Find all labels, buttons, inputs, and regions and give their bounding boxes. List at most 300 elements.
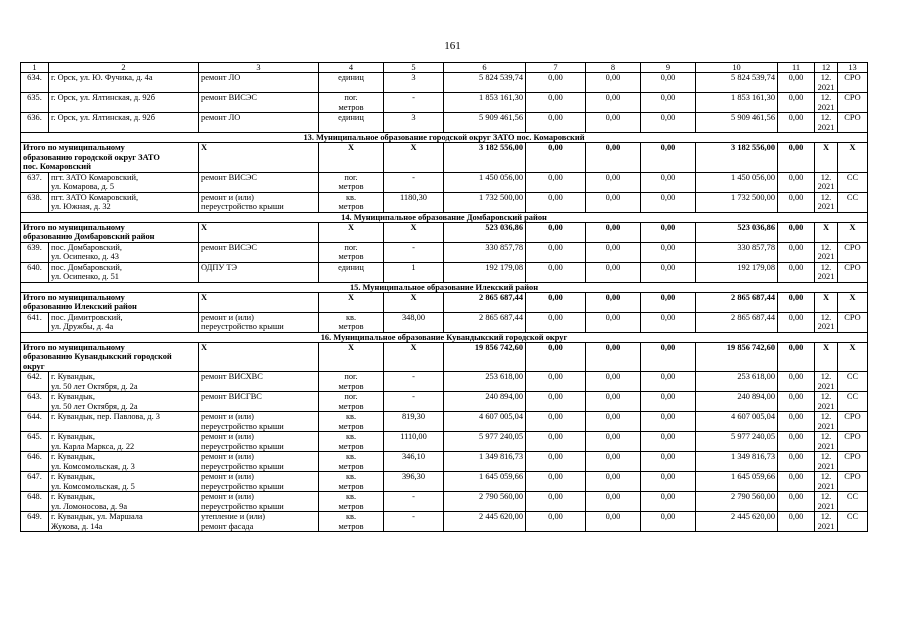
table-cell: 0,00: [586, 472, 641, 492]
table-cell: 0,00: [526, 262, 586, 282]
subtotal-cell: X: [319, 292, 384, 312]
table-cell: 12. 2021: [815, 412, 838, 432]
table-cell: 12. 2021: [815, 392, 838, 412]
table-cell: 0,00: [641, 312, 696, 332]
table-cell: 645.: [21, 432, 49, 452]
table-cell: г. Кувандык, ул. Маршала Жукова, д. 14а: [49, 512, 199, 532]
subtotal-cell: X: [384, 143, 444, 173]
table-row: [21, 492, 868, 512]
table-cell: 5 824 539,74: [444, 73, 526, 93]
repair-program-table: [20, 62, 868, 532]
table-cell: 0,00: [586, 452, 641, 472]
column-header: 10: [696, 63, 778, 73]
table-cell: 635.: [21, 93, 49, 113]
table-cell: 1110,00: [384, 432, 444, 452]
table-cell: 1 645 059,66: [444, 472, 526, 492]
table-cell: 0,00: [526, 452, 586, 472]
table-cell: 0,00: [778, 492, 815, 512]
table-cell: 0,00: [526, 492, 586, 512]
table-cell: 348,00: [384, 312, 444, 332]
table-cell: г. Орск, ул. Ялтинская, д. 92б: [49, 113, 199, 133]
table-row: [21, 312, 868, 332]
table-cell: 0,00: [778, 242, 815, 262]
table-cell: 0,00: [641, 262, 696, 282]
table-cell: 0,00: [586, 172, 641, 192]
table-cell: 0,00: [641, 452, 696, 472]
table-cell: 644.: [21, 412, 49, 432]
subtotal-cell: 19 856 742,60: [696, 342, 778, 372]
column-header: 5: [384, 63, 444, 73]
table-cell: 0,00: [526, 192, 586, 212]
table-cell: 1 349 816,73: [444, 452, 526, 472]
table-cell: 0,00: [526, 472, 586, 492]
section-header-row: [21, 282, 868, 292]
table-cell: 0,00: [586, 372, 641, 392]
column-header: 2: [49, 63, 199, 73]
table-cell: 2 790 560,00: [696, 492, 778, 512]
table-cell: 0,00: [586, 93, 641, 113]
column-header: 9: [641, 63, 696, 73]
table-cell: 1 732 500,00: [444, 192, 526, 212]
table-cell: 641.: [21, 312, 49, 332]
table-cell: 0,00: [586, 113, 641, 133]
section-header-row: [21, 332, 868, 342]
table-cell: г. Кувандык, пер. Павлова, д. 3: [49, 412, 199, 432]
page-number: 161: [444, 40, 461, 52]
subtotal-cell: X: [384, 292, 444, 312]
table-cell: СРО: [838, 312, 868, 332]
table-cell: 647.: [21, 472, 49, 492]
table-cell: единиц: [319, 113, 384, 133]
table-cell: 1: [384, 262, 444, 282]
table-cell: кв. метров: [319, 512, 384, 532]
table-cell: 2 445 620,00: [444, 512, 526, 532]
table-cell: пог. метров: [319, 392, 384, 412]
table-cell: пос. Домбаровский, ул. Осипенко, д. 43: [49, 242, 199, 262]
column-header-row: [21, 63, 868, 73]
table-cell: 346,10: [384, 452, 444, 472]
table-cell: 0,00: [778, 452, 815, 472]
table-cell: 3: [384, 113, 444, 133]
table-cell: СРО: [838, 262, 868, 282]
subtotal-cell: X: [838, 143, 868, 173]
table-cell: 0,00: [586, 312, 641, 332]
column-header: 11: [778, 63, 815, 73]
table-cell: 0,00: [586, 492, 641, 512]
table-cell: пог. метров: [319, 372, 384, 392]
table-cell: 0,00: [641, 242, 696, 262]
table-cell: ремонт и (или) переустройство крыши: [199, 312, 319, 332]
table-row: [21, 472, 868, 492]
table-cell: 1 450 056,00: [696, 172, 778, 192]
subtotal-cell: X: [199, 292, 319, 312]
table-cell: 12. 2021: [815, 512, 838, 532]
table-cell: 0,00: [526, 113, 586, 133]
table-cell: 0,00: [526, 372, 586, 392]
table-cell: СРО: [838, 472, 868, 492]
table-cell: 12. 2021: [815, 432, 838, 452]
table-cell: г. Кувандык, ул. 50 лет Октября, д. 2а: [49, 392, 199, 412]
table-cell: СС: [838, 492, 868, 512]
subtotal-cell: 0,00: [526, 342, 586, 372]
table-cell: 2 865 687,44: [444, 312, 526, 332]
table-cell: 1 732 500,00: [696, 192, 778, 212]
table-cell: ремонт и (или) переустройство крыши: [199, 192, 319, 212]
table-cell: 0,00: [526, 392, 586, 412]
table-cell: 12. 2021: [815, 93, 838, 113]
subtotal-cell: 19 856 742,60: [444, 342, 526, 372]
table-cell: 639.: [21, 242, 49, 262]
table-row: [21, 73, 868, 93]
section-title: 14. Муниципальное образование Домбаровский район: [21, 212, 868, 222]
table-cell: 330 857,78: [444, 242, 526, 262]
table-cell: 0,00: [526, 412, 586, 432]
table-cell: СРО: [838, 242, 868, 262]
subtotal-cell: 523 036,86: [696, 222, 778, 242]
table-cell: 1 349 816,73: [696, 452, 778, 472]
table-cell: пгт. ЗАТО Комаровский, ул. Южная, д. 32: [49, 192, 199, 212]
table-cell: 636.: [21, 113, 49, 133]
table-cell: 12. 2021: [815, 242, 838, 262]
subtotal-cell: X: [319, 222, 384, 242]
table-cell: ремонт и (или) переустройство крыши: [199, 472, 319, 492]
table-cell: 0,00: [586, 432, 641, 452]
subtotal-cell: 2 865 687,44: [696, 292, 778, 312]
table-cell: ремонт ВИСХВС: [199, 372, 319, 392]
table-cell: 0,00: [641, 172, 696, 192]
table-cell: кв. метров: [319, 412, 384, 432]
subtotal-cell: 0,00: [778, 222, 815, 242]
table-cell: СС: [838, 192, 868, 212]
table-cell: 240 894,00: [444, 392, 526, 412]
subtotal-cell: 0,00: [586, 143, 641, 173]
subtotal-row: [21, 292, 868, 312]
table-cell: ремонт ВИСЭС: [199, 93, 319, 113]
table-cell: пог. метров: [319, 172, 384, 192]
table-cell: 0,00: [586, 512, 641, 532]
subtotal-row: [21, 222, 868, 242]
table-cell: 0,00: [526, 312, 586, 332]
table-row: [21, 192, 868, 212]
table-cell: 0,00: [778, 512, 815, 532]
subtotal-row: [21, 342, 868, 372]
table-cell: 192 179,08: [696, 262, 778, 282]
table-cell: 192 179,08: [444, 262, 526, 282]
table-cell: 1 853 161,30: [444, 93, 526, 113]
subtotal-cell: X: [319, 143, 384, 173]
table-cell: 819,30: [384, 412, 444, 432]
table-row: [21, 93, 868, 113]
table-cell: СРО: [838, 93, 868, 113]
table-cell: 649.: [21, 512, 49, 532]
table-cell: 253 618,00: [444, 372, 526, 392]
table-cell: 0,00: [586, 262, 641, 282]
table-cell: 0,00: [778, 192, 815, 212]
subtotal-cell: 0,00: [641, 143, 696, 173]
table-cell: СС: [838, 392, 868, 412]
subtotal-cell: 0,00: [641, 222, 696, 242]
table-cell: пгт. ЗАТО Комаровский, ул. Комарова, д. 5: [49, 172, 199, 192]
table-cell: 2 445 620,00: [696, 512, 778, 532]
table-cell: СРО: [838, 432, 868, 452]
table-cell: 3: [384, 73, 444, 93]
table-cell: 4 607 005,04: [444, 412, 526, 432]
table-cell: г. Орск, ул. Ю. Фучика, д. 4а: [49, 73, 199, 93]
column-header: 13: [838, 63, 868, 73]
subtotal-cell: X: [319, 342, 384, 372]
subtotal-cell: 523 036,86: [444, 222, 526, 242]
table-cell: г. Кувандык, ул. Ломоносова, д. 9а: [49, 492, 199, 512]
table-cell: ремонт и (или) переустройство крыши: [199, 452, 319, 472]
subtotal-cell: X: [838, 342, 868, 372]
subtotal-cell: 0,00: [778, 143, 815, 173]
subtotal-cell: 0,00: [586, 222, 641, 242]
table-cell: 0,00: [778, 73, 815, 93]
table-cell: кв. метров: [319, 472, 384, 492]
column-header: 3: [199, 63, 319, 73]
table-cell: -: [384, 242, 444, 262]
subtotal-cell: 0,00: [526, 292, 586, 312]
table-cell: 0,00: [586, 73, 641, 93]
table-cell: 12. 2021: [815, 172, 838, 192]
subtotal-row: [21, 143, 868, 173]
table-cell: 0,00: [641, 432, 696, 452]
table-cell: г. Кувандык, ул. Комсомольская, д. 5: [49, 472, 199, 492]
table-cell: 396,30: [384, 472, 444, 492]
table-cell: 634.: [21, 73, 49, 93]
subtotal-cell: X: [199, 143, 319, 173]
table-cell: кв. метров: [319, 452, 384, 472]
table-cell: 0,00: [526, 512, 586, 532]
table-cell: 0,00: [641, 512, 696, 532]
table-cell: кв. метров: [319, 192, 384, 212]
column-header: 4: [319, 63, 384, 73]
table-cell: 0,00: [778, 412, 815, 432]
table-row: [21, 452, 868, 472]
table-cell: -: [384, 93, 444, 113]
table-cell: утепление и (или) ремонт фасада: [199, 512, 319, 532]
table-cell: 12. 2021: [815, 492, 838, 512]
table-cell: 5 977 240,05: [444, 432, 526, 452]
table-cell: 2 790 560,00: [444, 492, 526, 512]
table-cell: пос. Димитровский, ул. Дружбы, д. 4а: [49, 312, 199, 332]
table-cell: 12. 2021: [815, 372, 838, 392]
table-cell: 0,00: [526, 172, 586, 192]
table-cell: СС: [838, 512, 868, 532]
table-cell: 0,00: [778, 432, 815, 452]
subtotal-cell: X: [199, 342, 319, 372]
table-cell: 12. 2021: [815, 472, 838, 492]
table-cell: 0,00: [778, 93, 815, 113]
table-cell: СС: [838, 172, 868, 192]
table-cell: кв. метров: [319, 312, 384, 332]
subtotal-cell: X: [815, 292, 838, 312]
table-cell: 640.: [21, 262, 49, 282]
subtotal-cell: X: [815, 222, 838, 242]
table-cell: 0,00: [526, 73, 586, 93]
table-cell: 5 909 461,56: [444, 113, 526, 133]
section-title: 16. Муниципальное образование Кувандыкский городской округ: [21, 332, 868, 342]
table-cell: -: [384, 512, 444, 532]
section-title: 15. Муниципальное образование Илекский район: [21, 282, 868, 292]
table-cell: 12. 2021: [815, 262, 838, 282]
section-header-row: [21, 212, 868, 222]
subtotal-cell: 0,00: [778, 292, 815, 312]
column-header: 6: [444, 63, 526, 73]
table-cell: 0,00: [778, 372, 815, 392]
subtotal-cell: 3 182 556,00: [696, 143, 778, 173]
table-cell: 0,00: [526, 242, 586, 262]
table-cell: ремонт ЛО: [199, 113, 319, 133]
table-cell: -: [384, 172, 444, 192]
table-cell: 4 607 005,04: [696, 412, 778, 432]
table-cell: пог. метров: [319, 93, 384, 113]
table-cell: 1 853 161,30: [696, 93, 778, 113]
table-cell: 12. 2021: [815, 113, 838, 133]
table-cell: СС: [838, 372, 868, 392]
table-cell: 5 824 539,74: [696, 73, 778, 93]
table-cell: г. Кувандык, ул. Карла Маркса, д. 22: [49, 432, 199, 452]
section-title: 13. Муниципальное образование городской округ ЗАТО пос. Комаровский: [21, 133, 868, 143]
table-row: [21, 412, 868, 432]
table-cell: 5 909 461,56: [696, 113, 778, 133]
table-cell: -: [384, 372, 444, 392]
table-cell: 5 977 240,05: [696, 432, 778, 452]
table-cell: ОДПУ ТЭ: [199, 262, 319, 282]
table-cell: 0,00: [641, 93, 696, 113]
table-cell: 0,00: [586, 242, 641, 262]
table-cell: 0,00: [778, 472, 815, 492]
subtotal-cell: 2 865 687,44: [444, 292, 526, 312]
section-header-row: [21, 133, 868, 143]
subtotal-cell: X: [815, 143, 838, 173]
table-cell: 637.: [21, 172, 49, 192]
table-cell: 0,00: [778, 312, 815, 332]
table-cell: ремонт и (или) переустройство крыши: [199, 412, 319, 432]
table-cell: г. Кувандык, ул. Комсомольская, д. 3: [49, 452, 199, 472]
subtotal-cell: 0,00: [641, 292, 696, 312]
subtotal-label: Итого по муниципальному образованию Илекский район: [21, 292, 199, 312]
table-row: [21, 512, 868, 532]
subtotal-cell: X: [815, 342, 838, 372]
table-cell: 12. 2021: [815, 73, 838, 93]
table-cell: СРО: [838, 113, 868, 133]
table-cell: г. Кувандык, ул. 50 лет Октября, д. 2а: [49, 372, 199, 392]
column-header: 7: [526, 63, 586, 73]
table-cell: 0,00: [778, 172, 815, 192]
table-cell: кв. метров: [319, 492, 384, 512]
subtotal-cell: X: [838, 292, 868, 312]
table-cell: 0,00: [778, 392, 815, 412]
table-cell: 12. 2021: [815, 452, 838, 472]
table-cell: 0,00: [641, 113, 696, 133]
table-cell: 643.: [21, 392, 49, 412]
table-row: [21, 172, 868, 192]
table-cell: 648.: [21, 492, 49, 512]
table-cell: пог. метров: [319, 242, 384, 262]
table-cell: 0,00: [778, 262, 815, 282]
subtotal-label: Итого по муниципальному образованию Кувандыкский городской округ: [21, 342, 199, 372]
table-cell: г. Орск, ул. Ялтинская, д. 92б: [49, 93, 199, 113]
table-cell: СРО: [838, 412, 868, 432]
table-cell: 0,00: [526, 432, 586, 452]
subtotal-cell: 0,00: [586, 292, 641, 312]
table-row: [21, 432, 868, 452]
table-cell: кв. метров: [319, 432, 384, 452]
table-cell: 0,00: [778, 113, 815, 133]
table-row: [21, 242, 868, 262]
column-header: 8: [586, 63, 641, 73]
subtotal-cell: 3 182 556,00: [444, 143, 526, 173]
table-cell: ремонт ВИСЭС: [199, 172, 319, 192]
subtotal-cell: X: [838, 222, 868, 242]
subtotal-cell: 0,00: [641, 342, 696, 372]
table-cell: единиц: [319, 262, 384, 282]
table-row: [21, 113, 868, 133]
table-cell: 12. 2021: [815, 312, 838, 332]
subtotal-cell: X: [384, 222, 444, 242]
table-cell: 12. 2021: [815, 192, 838, 212]
subtotal-cell: 0,00: [526, 143, 586, 173]
table-row: [21, 372, 868, 392]
subtotal-cell: 0,00: [778, 342, 815, 372]
column-header: 1: [21, 63, 49, 73]
table-cell: ремонт и (или) переустройство крыши: [199, 492, 319, 512]
table-cell: ремонт ЛО: [199, 73, 319, 93]
table-cell: ремонт ВИСГВС: [199, 392, 319, 412]
table-cell: 0,00: [641, 73, 696, 93]
table-cell: пос. Домбаровский, ул. Осипенко, д. 51: [49, 262, 199, 282]
table-cell: 0,00: [641, 492, 696, 512]
table-cell: 0,00: [641, 412, 696, 432]
table-cell: -: [384, 492, 444, 512]
table-cell: 330 857,78: [696, 242, 778, 262]
table-cell: единиц: [319, 73, 384, 93]
table-cell: 1 450 056,00: [444, 172, 526, 192]
subtotal-cell: X: [384, 342, 444, 372]
table-cell: -: [384, 392, 444, 412]
table-cell: 253 618,00: [696, 372, 778, 392]
table-row: [21, 262, 868, 282]
subtotal-cell: 0,00: [526, 222, 586, 242]
table-body: [21, 63, 868, 532]
table-cell: 0,00: [641, 392, 696, 412]
table-cell: 0,00: [641, 372, 696, 392]
table-cell: 1 645 059,66: [696, 472, 778, 492]
table-cell: 646.: [21, 452, 49, 472]
column-header: 12: [815, 63, 838, 73]
table-cell: 0,00: [641, 472, 696, 492]
table-cell: СРО: [838, 452, 868, 472]
table-cell: 2 865 687,44: [696, 312, 778, 332]
table-cell: 0,00: [586, 412, 641, 432]
table-cell: 638.: [21, 192, 49, 212]
table-cell: 240 894,00: [696, 392, 778, 412]
subtotal-label: Итого по муниципальному образованию Домбаровский район: [21, 222, 199, 242]
subtotal-cell: 0,00: [586, 342, 641, 372]
subtotal-cell: X: [199, 222, 319, 242]
table-cell: 1180,30: [384, 192, 444, 212]
table-cell: 0,00: [586, 392, 641, 412]
subtotal-label: Итого по муниципальному образованию городской округ ЗАТО пос. Комаровский: [21, 143, 199, 173]
table-cell: 642.: [21, 372, 49, 392]
table-cell: 0,00: [641, 192, 696, 212]
table-cell: 0,00: [526, 93, 586, 113]
table-cell: ремонт и (или) переустройство крыши: [199, 432, 319, 452]
table-cell: 0,00: [586, 192, 641, 212]
table-cell: СРО: [838, 73, 868, 93]
table-cell: ремонт ВИСЭС: [199, 242, 319, 262]
